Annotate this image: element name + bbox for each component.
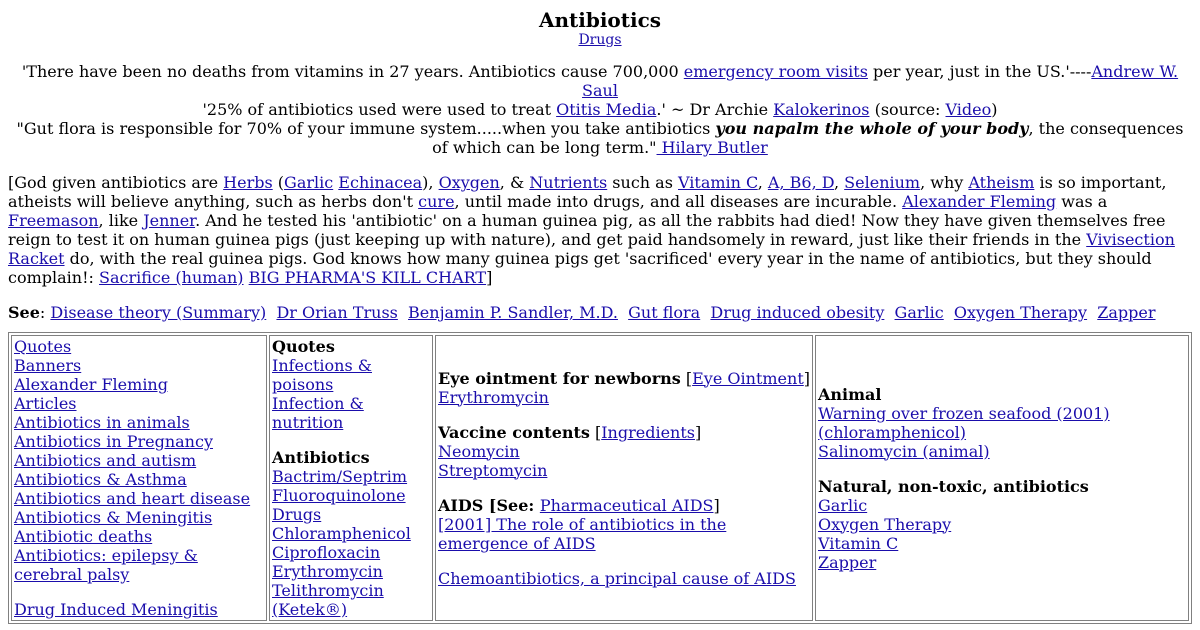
oxygen-link[interactable]: Oxygen [438, 173, 500, 192]
warning-over-frozen-seafood-2001-chloramphenicol-link[interactable]: Warning over frozen seafood (2001) (chloramphenicol) [818, 403, 1110, 442]
oxygen-therapy-link[interactable]: Oxygen Therapy [818, 514, 952, 534]
intro-text: , why [920, 173, 969, 192]
garlic-link[interactable]: Garlic [818, 495, 868, 515]
ingredients-link[interactable]: Ingredients [601, 422, 695, 442]
bracket: [ [680, 368, 693, 388]
intro-text: , [834, 173, 845, 192]
echinacea-link[interactable]: Echinacea [338, 173, 423, 192]
pharmaceutical-aids-link[interactable]: Pharmaceutical AIDS [539, 495, 714, 515]
quote-saul [8, 62, 1192, 100]
separator [700, 303, 710, 322]
antibiotics-heading: Antibiotics [272, 448, 370, 467]
gut-flora-link[interactable]: Gut flora [628, 303, 701, 322]
chloramphenicol-link[interactable]: Chloramphenicol [272, 524, 411, 543]
antibiotics-in-pregnancy-link[interactable]: Antibiotics in Pregnancy [14, 432, 213, 451]
quote-text: .' ~ Dr Archie [656, 100, 774, 119]
hilary-butler-link[interactable]: Hilary Butler [656, 138, 768, 157]
drugs-link[interactable]: Drugs [578, 32, 622, 48]
eye-ointment-link[interactable]: Eye Ointment [692, 368, 804, 388]
separator [618, 303, 628, 322]
separator [884, 303, 894, 322]
intro-text: do, with the real guinea pigs. God knows how many guinea pigs get 'sacrificed' every year in the name of antibiotics, but they should complain!: [8, 249, 1152, 287]
intro-paragraph [8, 173, 1192, 287]
animal-heading: Animal [818, 384, 882, 404]
quote-text: '25% of antibiotics used were used to treat [202, 100, 557, 119]
intro-text: . And he tested his 'antibiotic' on a human guinea pig, as all the rabbits had died! Now they have given themselves free reign to test it on human guinea pigs (just keeping up with nature), and get paid handsomely in reward, just like their friends in the [8, 211, 1166, 249]
jenner-link[interactable]: Jenner [143, 211, 196, 230]
heading-text: Eye ointment for newborns [438, 368, 681, 388]
antibiotics-and-heart-disease-link[interactable]: Antibiotics and heart disease [14, 489, 251, 508]
vitamin-c-link[interactable]: Vitamin C [818, 533, 899, 553]
drug-induced-obesity-link[interactable]: Drug induced obesity [710, 303, 885, 322]
quote-text: 'There have been no deaths from vitamins in 27 years. Antibiotics cause 700,000 [21, 62, 684, 81]
zapper-link[interactable]: Zapper [1097, 303, 1156, 322]
alexander-fleming-link[interactable]: Alexander Fleming [14, 375, 168, 394]
column-general-links [14, 337, 264, 619]
intro-text: ( [272, 173, 285, 192]
emergency-room-visits-link[interactable]: emergency room visits [683, 62, 868, 81]
column-eye-vaccine-aids [435, 335, 813, 621]
erythromycin-link[interactable]: Erythromycin [272, 562, 383, 581]
see-also [8, 303, 1192, 322]
quote-text: per year, just in the US.'---- [867, 62, 1092, 81]
articles-link[interactable]: Articles [14, 394, 77, 413]
garlic-link[interactable]: Garlic [894, 303, 944, 322]
page-title: Antibiotics [538, 8, 662, 32]
disease-theory-summary-link[interactable]: Disease theory (Summary) [50, 303, 267, 322]
quote-text: , the consequences of which can be long term." [432, 119, 1184, 157]
infection-nutrition-link[interactable]: Infection & nutrition [272, 394, 364, 432]
spacer [438, 553, 810, 569]
quotes-block [8, 62, 1192, 157]
antibiotics-epilepsy-cerebral-palsy-link[interactable]: Antibiotics: epilepsy & cerebral palsy [14, 546, 198, 584]
separator [266, 303, 276, 322]
ciprofloxacin-link[interactable]: Ciprofloxacin [272, 543, 381, 562]
column-animal-natural [815, 335, 1189, 621]
aids-links [438, 515, 810, 553]
chemoantibiotics-a-principal-cause-of-aids-link[interactable]: Chemoantibiotics, a principal cause of AIDS [438, 568, 796, 588]
kill-chart-link[interactable]: BIG PHARMA'S KILL CHART [248, 268, 487, 287]
antibiotics-meningitis-link[interactable]: Antibiotics & Meningitis [14, 508, 213, 527]
natural-antibiotics-links [818, 496, 1186, 572]
column-antibiotics [269, 335, 433, 621]
infections-poisons-link[interactable]: Infections & poisons [272, 356, 372, 394]
aids-links-2 [438, 569, 810, 588]
see-label: See [8, 303, 40, 322]
animal-links [818, 404, 1186, 461]
erythromycin-link[interactable]: Erythromycin [438, 387, 549, 407]
bracket: ] [803, 368, 810, 388]
dr-orian-truss-link[interactable]: Dr Orian Truss [276, 303, 398, 322]
banners-link[interactable]: Banners [14, 356, 82, 375]
intro-text: ), [422, 173, 439, 192]
see-colon: : [39, 303, 51, 322]
spacer [438, 407, 810, 423]
cure-link[interactable]: cure [418, 192, 455, 211]
intro-text: , [757, 173, 768, 192]
separator [1087, 303, 1097, 322]
eye-ointment-heading [438, 369, 810, 388]
freemason-link[interactable]: Freemason [8, 211, 99, 230]
intro-text: [God given antibiotics are [8, 173, 224, 192]
separator [944, 303, 954, 322]
telithromycin-ketek-link[interactable]: Telithromycin (Ketek®) [272, 581, 384, 619]
benjamin-p-sandler-m-d-link[interactable]: Benjamin P. Sandler, M.D. [408, 303, 618, 322]
oxygen-therapy-link[interactable]: Oxygen Therapy [953, 303, 1088, 322]
alexander-fleming-link[interactable]: Alexander Fleming [902, 192, 1057, 211]
vitamins-a-b6-d-link[interactable]: A, B6, D [767, 173, 834, 192]
see-links [50, 303, 1155, 322]
2001-the-role-of-antibiotics-in-the-emergence-of-aids-link[interactable]: [2001] The role of antibiotics in the emergence of AIDS [438, 514, 727, 553]
aids-heading [438, 496, 810, 515]
bactrim-septrim-link[interactable]: Bactrim/Septrim [272, 467, 408, 486]
spacer [818, 461, 1186, 477]
quote-text: (source: [869, 100, 946, 119]
quote-text: "Gut flora is responsible for 70% of your immune system.....when you take antibiotics [16, 119, 716, 138]
quotes-heading: Quotes [272, 337, 335, 356]
atheism-link[interactable]: Atheism [968, 173, 1035, 192]
antibiotics-in-animals-link[interactable]: Antibiotics in animals [14, 413, 190, 432]
column-general [11, 335, 267, 621]
spacer [272, 432, 430, 448]
antibiotics-links [272, 467, 430, 619]
quotes-links [272, 356, 430, 432]
eye-ointment-links [438, 388, 810, 407]
intro-text: ] [486, 268, 493, 287]
vaccine-contents-heading [438, 423, 810, 442]
heading-text: Vaccine contents [438, 422, 590, 442]
drug-induced-meningitis-link[interactable]: Drug Induced Meningitis [14, 600, 218, 619]
spacer [14, 584, 264, 600]
heading-text: AIDS [See: [438, 495, 540, 515]
link-table [8, 332, 1192, 624]
antibiotics-and-autism-link[interactable]: Antibiotics and autism [14, 451, 197, 470]
quote-kalokerinos [8, 100, 1192, 119]
quote-text: ) [991, 100, 998, 119]
quote-butler [8, 119, 1192, 157]
intro-text: was a [1056, 192, 1108, 211]
streptomycin-link[interactable]: Streptomycin [438, 460, 548, 480]
separator [398, 303, 408, 322]
selenium-link[interactable]: Selenium [844, 173, 921, 192]
kalokerinos-link[interactable]: Kalokerinos [773, 100, 870, 119]
column-antibiotics-content [272, 337, 430, 619]
herbs-link[interactable]: Herbs [223, 173, 273, 192]
video-link[interactable]: Video [945, 100, 992, 119]
intro-text: , like [98, 211, 144, 230]
antibiotics-asthma-link[interactable]: Antibiotics & Asthma [14, 470, 187, 489]
fluoroquinolone-drugs-link[interactable]: Fluoroquinolone Drugs [272, 486, 406, 524]
natural-antibiotics-heading: Natural, non-toxic, antibiotics [818, 476, 1089, 496]
otitis-media-link[interactable]: Otitis Media [556, 100, 657, 119]
spacer [438, 480, 810, 496]
salinomycin-animal-link[interactable]: Salinomycin (animal) [818, 441, 990, 461]
column-eye-vaccine-aids-content [438, 369, 810, 588]
intro-text: such as [607, 173, 679, 192]
andrew-saul-link[interactable]: Andrew W. Saul [582, 62, 1179, 100]
vaccine-links [438, 442, 810, 480]
bracket: ] [695, 422, 702, 442]
vitamin-c-link[interactable]: Vitamin C [678, 173, 758, 192]
sacrifice-human-link[interactable]: Sacrifice (human) [99, 268, 244, 287]
quote-emphasis: you napalm the whole of your body [715, 119, 1029, 138]
antibiotic-deaths-link[interactable]: Antibiotic deaths [14, 527, 153, 546]
vivisection-racket-link[interactable]: Vivisection Racket [8, 230, 1175, 268]
intro-text: is so important, atheists will believe anything, such as herbs don't [8, 173, 1167, 211]
intro-text: , until made into drugs, and all diseases are incurable. [454, 192, 903, 211]
garlic-link[interactable]: Garlic [284, 173, 334, 192]
bracket: ] [713, 495, 720, 515]
column-animal-natural-content [818, 385, 1186, 572]
quotes-link[interactable]: Quotes [14, 337, 72, 356]
intro-text: , & [499, 173, 530, 192]
subtitle [8, 32, 1192, 48]
zapper-link[interactable]: Zapper [818, 552, 877, 572]
nutrients-link[interactable]: Nutrients [529, 173, 608, 192]
neomycin-link[interactable]: Neomycin [438, 441, 520, 461]
bracket: [ [589, 422, 602, 442]
